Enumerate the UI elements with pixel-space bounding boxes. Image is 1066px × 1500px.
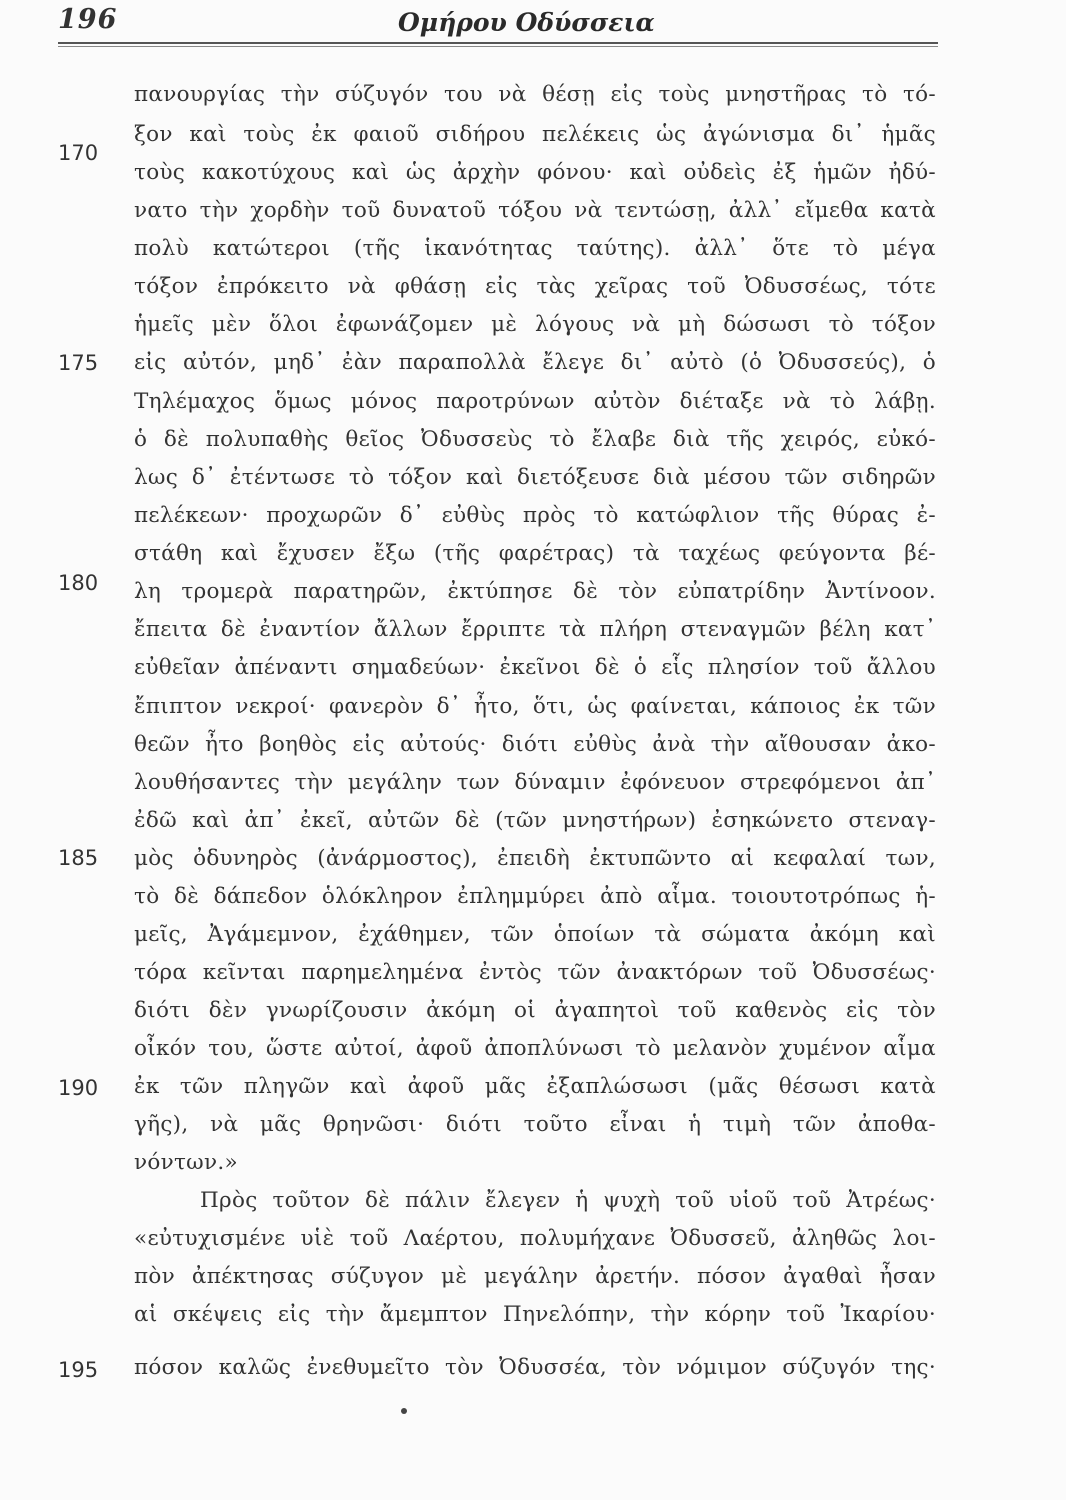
text-line: εἰς αὐτόν, μηδ᾽ ἐὰν παραπολλὰ ἔλεγε δι᾽ αὐτὸ (ὁ Ὀδυσσεύς), ὁ xyxy=(134,350,936,375)
text-line: ἐκ τῶν πληγῶν καὶ ἀφοῦ μᾶς ἐξαπλώσωσι (μᾶς θέσωσι κατὰ xyxy=(134,1074,936,1099)
text-line: ξον καὶ τοὺς ἐκ φαιοῦ σιδήρου πελέκεις ὡς ἀγώνισμα δι᾽ ἡμᾶς xyxy=(134,122,936,147)
text-line: ὁ δὲ πολυπαθὴς θεῖος Ὀδυσσεὺς τὸ ἔλαβε διὰ τῆς χειρός, εὐκό- xyxy=(134,427,936,452)
text-line: γῆς), νὰ μᾶς θρηνῶσι· διότι τοῦτο εἶναι ἡ τιμὴ τῶν ἀποθα- xyxy=(134,1112,936,1137)
text-line: οἶκόν του, ὥστε αὐτοί, ἀφοῦ ἀποπλύνωσι τὸ μελανὸν χυμένον αἷμα xyxy=(134,1036,936,1061)
page-number: 196 xyxy=(58,4,118,35)
header-rule xyxy=(58,42,938,44)
text-line: τοὺς κακοτύχους καὶ ὡς ἀρχὴν φόνου· καὶ οὐδεὶς ἐξ ἡμῶν ἠδύ- xyxy=(134,160,936,185)
text-line: τὸ δὲ δάπεδον ὁλόκληρον ἐπλημμύρει ἀπὸ αἷμα. τοιουτοτρόπως ἡ- xyxy=(134,884,936,909)
line-number: 175 xyxy=(58,351,99,375)
text-line: τόξον ἐπρόκειτο νὰ φθάσῃ εἰς τὰς χεῖρας τοῦ Ὀδυσσέως, τότε xyxy=(134,274,936,299)
header-rule-thin xyxy=(58,46,938,47)
text-line: Πρὸς τοῦτον δὲ πάλιν ἔλεγεν ἡ ψυχὴ τοῦ υἱοῦ τοῦ Ἀτρέως· xyxy=(200,1188,936,1213)
text-line: θεῶν ἦτο βοηθὸς εἰς αὐτούς· διότι εὐθὺς ἀνὰ τὴν αἴθουσαν ἀκο- xyxy=(134,732,936,757)
text-line: Τηλέμαχος ὅμως μόνος παροτρύνων αὐτὸν διέταξε νὰ τὸ λάβῃ. xyxy=(134,389,936,414)
text-line: ἡμεῖς μὲν ὅλοι ἐφωνάζομεν μὲ λόγους νὰ μὴ δώσωσι τὸ τόξον xyxy=(134,312,936,337)
line-number: 195 xyxy=(58,1358,99,1382)
text-line: πὸν ἀπέκτησας σύζυγον μὲ μεγάλην ἀρετήν. πόσον ἀγαθαὶ ἦσαν xyxy=(134,1264,936,1289)
line-number: 170 xyxy=(58,141,99,165)
text-line: εὐθεῖαν ἀπέναντι σημαδεύων· ἐκεῖνοι δὲ ὁ εἷς πλησίον τοῦ ἄλλου xyxy=(134,655,936,680)
text-line: λως δ᾽ ἐτέντωσε τὸ τόξον καὶ διετόξευσε διὰ μέσου τῶν σιδηρῶν xyxy=(134,465,936,490)
line-number: 185 xyxy=(58,846,99,870)
text-line: ἐδῶ καὶ ἀπ᾽ ἐκεῖ, αὐτῶν δὲ (τῶν μνηστήρων) ἐσηκώνετο στεναγ- xyxy=(134,808,936,833)
text-line: ἔπιπτον νεκροί· φανερὸν δ᾽ ἦτο, ὅτι, ὡς φαίνεται, κάποιος ἐκ τῶν xyxy=(134,694,936,719)
text-line: πολὺ κατώτεροι (τῆς ἱκανότητας ταύτης). ἀλλ᾽ ὅτε τὸ μέγα xyxy=(134,236,936,261)
footer-dot xyxy=(401,1408,407,1414)
text-line: διότι δὲν γνωρίζουσιν ἀκόμη οἱ ἀγαπητοὶ τοῦ καθενὸς εἰς τὸν xyxy=(134,998,936,1023)
text-line: τόρα κεῖνται παρημελημένα ἐντὸς τῶν ἀνακτόρων τοῦ Ὀδυσσέως· xyxy=(134,960,936,985)
text-line: αἱ σκέψεις εἰς τὴν ἄμεμπτον Πηνελόπην, τὴν κόρην τοῦ Ἰκαρίου· xyxy=(134,1302,936,1327)
text-line: μεῖς, Ἀγάμεμνον, ἐχάθημεν, τῶν ὁποίων τὰ σώματα ἀκόμη καὶ xyxy=(134,922,936,947)
text-line: νόντων.» xyxy=(134,1150,238,1175)
text-line: νατο τὴν χορδὴν τοῦ δυνατοῦ τόξου νὰ τεντώσῃ, ἀλλ᾽ εἴμεθα κατὰ xyxy=(134,198,936,223)
text-line: ἔπειτα δὲ ἐναντίον ἄλλων ἔρριπτε τὰ πλήρη στεναγμῶν βέλη κατ᾽ xyxy=(134,617,936,642)
text-line: μὸς ὀδυνηρὸς (ἀνάρμοστος), ἐπειδὴ ἐκτυπῶντο αἱ κεφαλαί των, xyxy=(134,846,936,871)
text-line: «εὐτυχισμένε υἱὲ τοῦ Λαέρτου, πολυμήχανε Ὀδυσσεῦ, ἀληθῶς λοι- xyxy=(134,1226,936,1251)
text-line: πελέκεων· προχωρῶν δ᾽ εὐθὺς πρὸς τὸ κατώφλιον τῆς θύρας ἐ- xyxy=(134,503,936,528)
running-title: Ομήρου Οδύσσεια xyxy=(398,8,655,37)
text-line: λουθήσαντες τὴν μεγάλην των δύναμιν ἐφόνευον στρεφόμενοι ἀπ᾽ xyxy=(134,770,936,795)
text-line: πανουργίας τὴν σύζυγόν του νὰ θέσῃ εἰς τοὺς μνηστῆρας τὸ τό- xyxy=(134,82,936,107)
line-number: 190 xyxy=(58,1076,99,1100)
text-line: λη τρομερὰ παρατηρῶν, ἐκτύπησε δὲ τὸν εὐπατρίδην Ἀντίνοον. xyxy=(134,579,936,604)
line-number: 180 xyxy=(58,571,99,595)
text-line: στάθη καὶ ἔχυσεν ἔξω (τῆς φαρέτρας) τὰ ταχέως φεύγοντα βέ- xyxy=(134,541,936,566)
text-line: πόσον καλῶς ἐνεθυμεῖτο τὸν Ὀδυσσέα, τὸν νόμιμον σύζυγόν της· xyxy=(134,1355,936,1380)
